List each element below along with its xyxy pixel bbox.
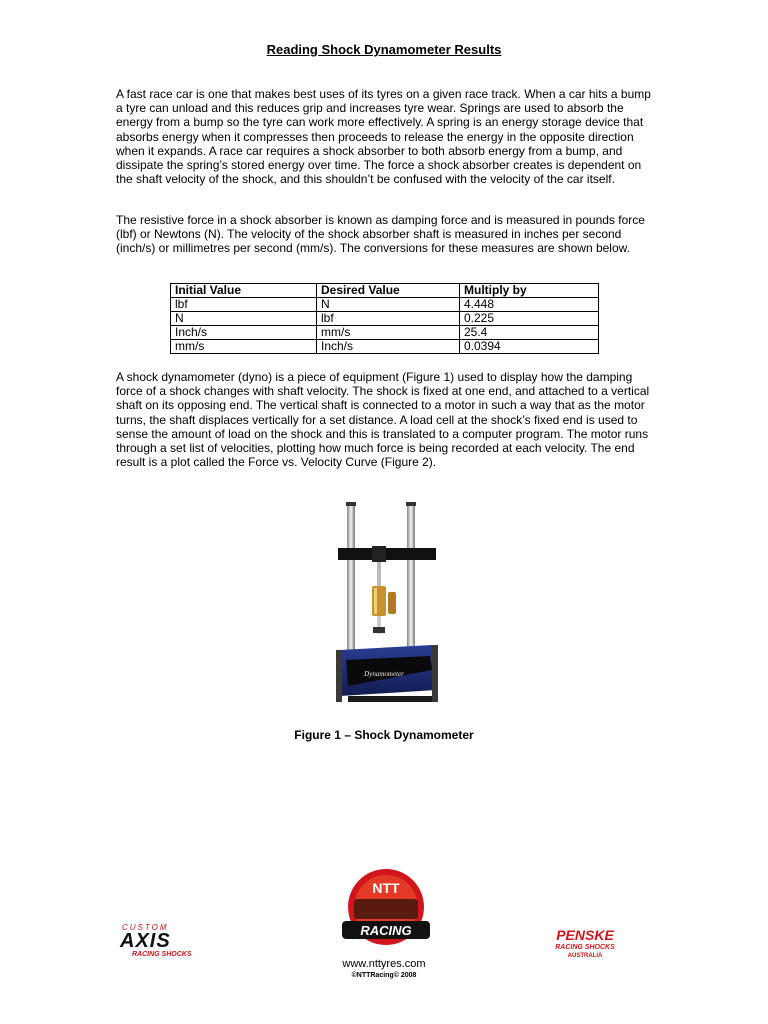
figure-caption: Figure 1 – Shock Dynamometer	[294, 728, 474, 742]
damping-force-paragraph: The resistive force in a shock absorber is known as damping force and is measured in pounds force (lbf) or Newtons (N). The velocity of the shock absorber shaft is measured in inches per second (inch/s) or millimetres per second (mm/s). The conversions for these measures are shown below.	[116, 213, 645, 256]
header-multiply-by: Multiply by	[460, 284, 599, 298]
page-title: Reading Shock Dynamometer Results	[266, 42, 502, 57]
table-cell: mm/s	[317, 326, 460, 340]
dynamometer-label: Dynamometer	[364, 670, 404, 678]
table-header-row	[171, 284, 599, 298]
dynamometer-image	[332, 500, 444, 725]
ntt-racing-logo	[336, 863, 436, 959]
table-row	[171, 326, 599, 340]
table-cell: N	[317, 298, 460, 312]
table-row	[171, 340, 599, 354]
header-desired-value: Desired Value	[317, 284, 460, 298]
table-cell: 0.225	[460, 312, 599, 326]
table-cell: Inch/s	[171, 326, 317, 340]
copyright-notice: ©NTTRacing© 2008	[351, 972, 417, 979]
table-row	[171, 298, 599, 312]
table-cell: N	[171, 312, 317, 326]
penske-logo-sub1: RACING SHOCKS	[555, 944, 615, 951]
table-cell: 0.0394	[460, 340, 599, 354]
website-url[interactable]: www.nttyres.com	[342, 958, 426, 970]
table-cell: 4.448	[460, 298, 599, 312]
ntt-logo-top: NTT	[372, 880, 400, 896]
table-row	[171, 312, 599, 326]
table-cell: lbf	[171, 298, 317, 312]
conversion-table	[170, 283, 599, 354]
axis-logo-main: AXIS	[120, 930, 171, 952]
penske-logo-sub2: AUSTRALIA	[567, 953, 603, 958]
table-cell: mm/s	[171, 340, 317, 354]
penske-logo-main: PENSKE	[556, 927, 614, 943]
table-cell: 25.4	[460, 326, 599, 340]
table-cell: Inch/s	[317, 340, 460, 354]
dynamometer-paragraph: A shock dynamometer (dyno) is a piece of equipment (Figure 1) used to display how the damping force of a shock changes with shaft velocity. The shock is fixed at one end, and attached to a vertical shaft on its opposing end. The vertical shaft is connected to a motor in such a way that as the motor turns, the shaft displaces vertically for a set distance. A load cell at the shock’s fixed end is used to sense the amount of load on the shock and this is translated to a computer program. The motor runs through a set list of velocities, plotting how much force is being recorded at each velocity. The end result is a plot called the Force vs. Velocity Curve (Figure 2).	[116, 370, 650, 470]
custom-axis-logo	[118, 922, 258, 958]
intro-paragraph: A fast race car is one that makes best uses of its tyres on a given race track. When a car hits a bump a tyre can unload and this reduces grip and increases tyre wear. Springs are used to absorb the energy from a bump so the tyre can work more effectively. A spring is an energy storage device that absorbs energy when it compresses then proceeds to release the energy in the opposite direction when it expands. A race car requires a shock absorber to both absorb energy from a bump, and dissipate the spring’s stored energy over time. The force a shock absorber creates is dependent on the shaft velocity of the shock, and this shouldn’t be confused with the velocity of the car itself.	[116, 87, 651, 187]
table-cell: lbf	[317, 312, 460, 326]
axis-logo-sub: RACING SHOCKS	[132, 951, 192, 958]
header-initial-value: Initial Value	[171, 284, 317, 298]
axis-logo-top: CUSTOM	[122, 923, 169, 932]
ntt-logo-main: RACING	[360, 923, 412, 938]
penske-logo	[530, 926, 640, 958]
